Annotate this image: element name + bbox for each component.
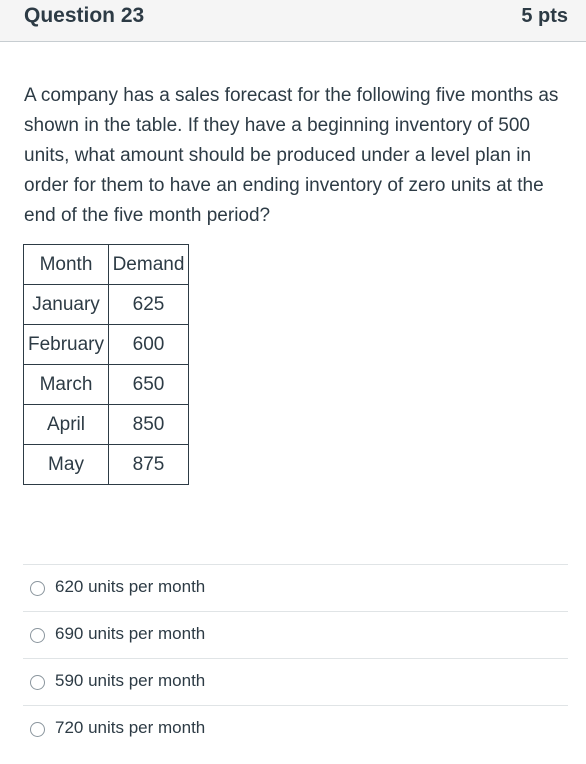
answer-label[interactable]: 620 units per month [55,577,206,596]
question-points: 5 pts [521,5,568,27]
answer-label[interactable]: 720 units per month [55,718,206,737]
table-cell-demand: 600 [109,325,189,365]
answer-option-4[interactable] [23,705,568,752]
question-text: A company has a sales forecast for the following five months as shown in the table. If they have a beginning inventory of 500 units, what amount should be produced under a level plan in order for them to have an ending inventory of zero units at the end of the five month period? [24,85,559,226]
answer-option-3[interactable] [23,658,568,705]
radio-button[interactable] [30,722,45,737]
demand-table [23,244,189,485]
table-row [24,285,189,325]
table-cell-month: May [24,445,109,485]
table-cell-month: January [24,285,109,325]
table-header-row [24,245,189,285]
table-cell-demand: 850 [109,405,189,445]
table-cell-month: March [24,365,109,405]
table-cell-demand: 875 [109,445,189,485]
question-title: Question 23 [24,4,145,27]
radio-button[interactable] [30,675,45,690]
table-row [24,445,189,485]
answer-option-2[interactable] [23,611,568,658]
table-row [24,365,189,405]
answer-label[interactable]: 690 units per month [55,624,206,643]
table-header-month: Month [24,245,109,285]
table-row [24,325,189,365]
answer-option-1[interactable] [23,564,568,611]
answer-label[interactable]: 590 units per month [55,671,206,690]
table-cell-demand: 625 [109,285,189,325]
radio-button[interactable] [30,628,45,643]
table-cell-month: February [24,325,109,365]
table-cell-month: April [24,405,109,445]
answer-list [23,564,568,752]
table-cell-demand: 650 [109,365,189,405]
radio-button[interactable] [30,581,45,596]
question-header [0,0,586,42]
table-header-demand: Demand [109,245,189,285]
table-row [24,405,189,445]
